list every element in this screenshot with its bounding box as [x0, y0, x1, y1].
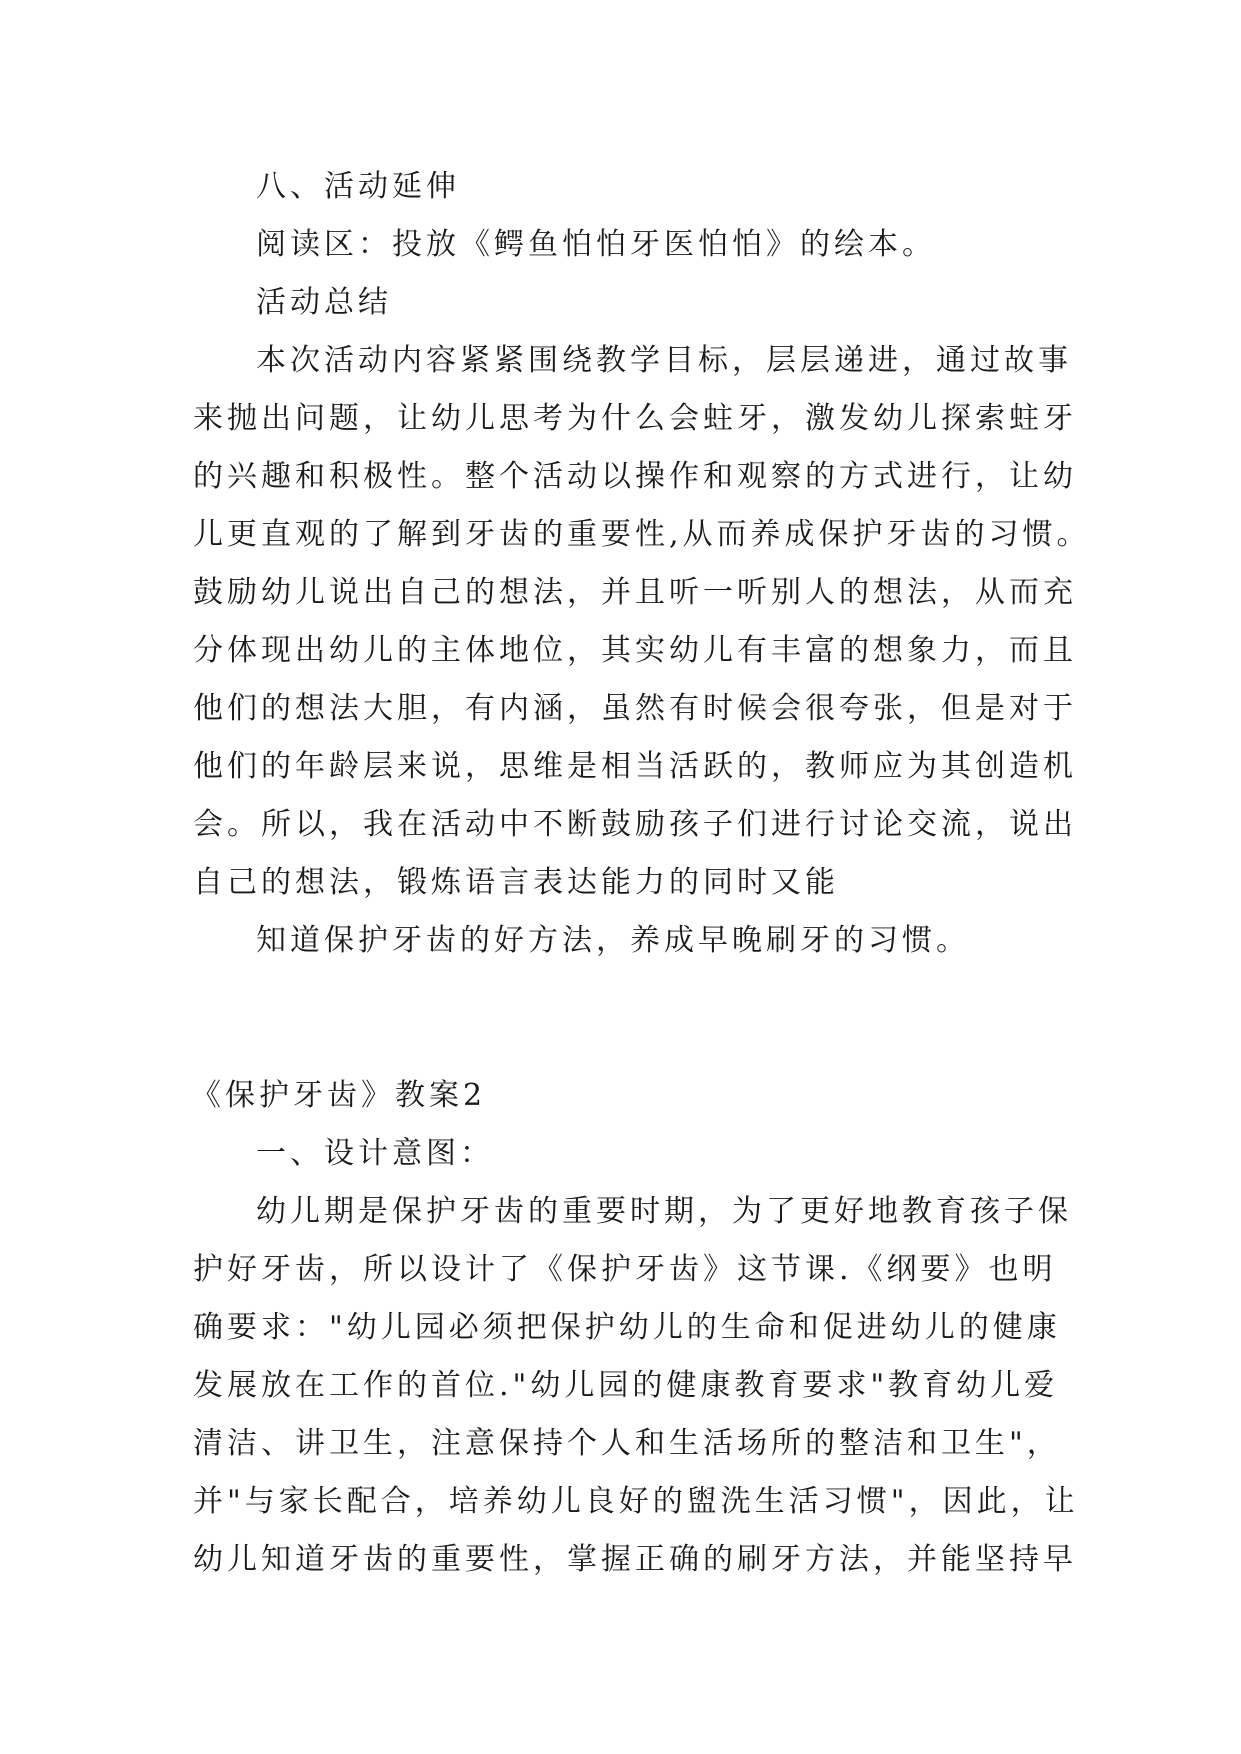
paragraph-design-intent: [193, 1183, 1079, 1589]
summary-line: 本次活动内容紧紧围绕教学目标，层层递进，通过故事: [256, 343, 1072, 378]
heading-design-intent: 一、设计意图：: [256, 1136, 494, 1171]
summary-line: 来抛出问题，让幼儿思考为什么会蛀牙，激发幼儿探索蛀牙: [193, 401, 1077, 436]
summary-line: 儿更直观的了解到牙齿的重要性,从而养成保护牙齿的习惯。: [193, 517, 1091, 552]
summary-line: 他们的年龄层来说，思维是相当活跃的，教师应为其创造机: [193, 749, 1077, 784]
heading-activity-summary: 活动总结: [256, 285, 392, 320]
summary-line: 的兴趣和积极性。整个活动以操作和观察的方式进行，让幼: [193, 459, 1077, 494]
design-line: 幼儿知道牙齿的重要性，掌握正确的刷牙方法，并能坚持早: [193, 1542, 1077, 1577]
heading-activity-extension: 八、活动延伸: [256, 169, 460, 204]
document-body: [191, 158, 1091, 1589]
design-line: 清洁、讲卫生，注意保持个人和生活场所的整洁和卫生"，: [193, 1426, 1061, 1461]
summary-line: 分体现出幼儿的主体地位，其实幼儿有丰富的想象力，而且: [193, 633, 1077, 668]
paragraph-closing: 知道保护牙齿的好方法，养成早晚刷牙的习惯。: [256, 923, 970, 958]
section-title-lesson-plan-2: 《保护牙齿》教案2: [191, 1078, 487, 1113]
section-spacer: [193, 970, 1059, 1067]
summary-line: 他们的想法大胆，有内涵，虽然有时候会很夸张，但是对于: [193, 691, 1077, 726]
paragraph-summary: [193, 332, 1091, 912]
design-line: 并"与家长配合，培养幼儿良好的盥洗生活习惯"，因此，让: [193, 1484, 1079, 1519]
design-line: 发展放在工作的首位."幼儿园的健康教育要求"教育幼儿爱: [193, 1368, 1059, 1403]
design-line: 幼儿期是保护牙齿的重要时期，为了更好地教育孩子保: [256, 1194, 1072, 1229]
design-line: 确要求："幼儿园必须把保护幼儿的生命和促进幼儿的健康: [193, 1310, 1061, 1345]
summary-line: 鼓励幼儿说出自己的想法，并且听一听别人的想法，从而充: [193, 575, 1077, 610]
design-line: 护好牙齿，所以设计了《保护牙齿》这节课.《纲要》也明: [193, 1252, 1057, 1287]
paragraph-reading-area: 阅读区：投放《鳄鱼怕怕牙医怕怕》的绘本。: [256, 227, 936, 262]
summary-line: 自己的想法，锻炼语言表达能力的同时又能: [193, 865, 839, 900]
summary-line: 会。所以，我在活动中不断鼓励孩子们进行讨论交流，说出: [193, 807, 1077, 842]
